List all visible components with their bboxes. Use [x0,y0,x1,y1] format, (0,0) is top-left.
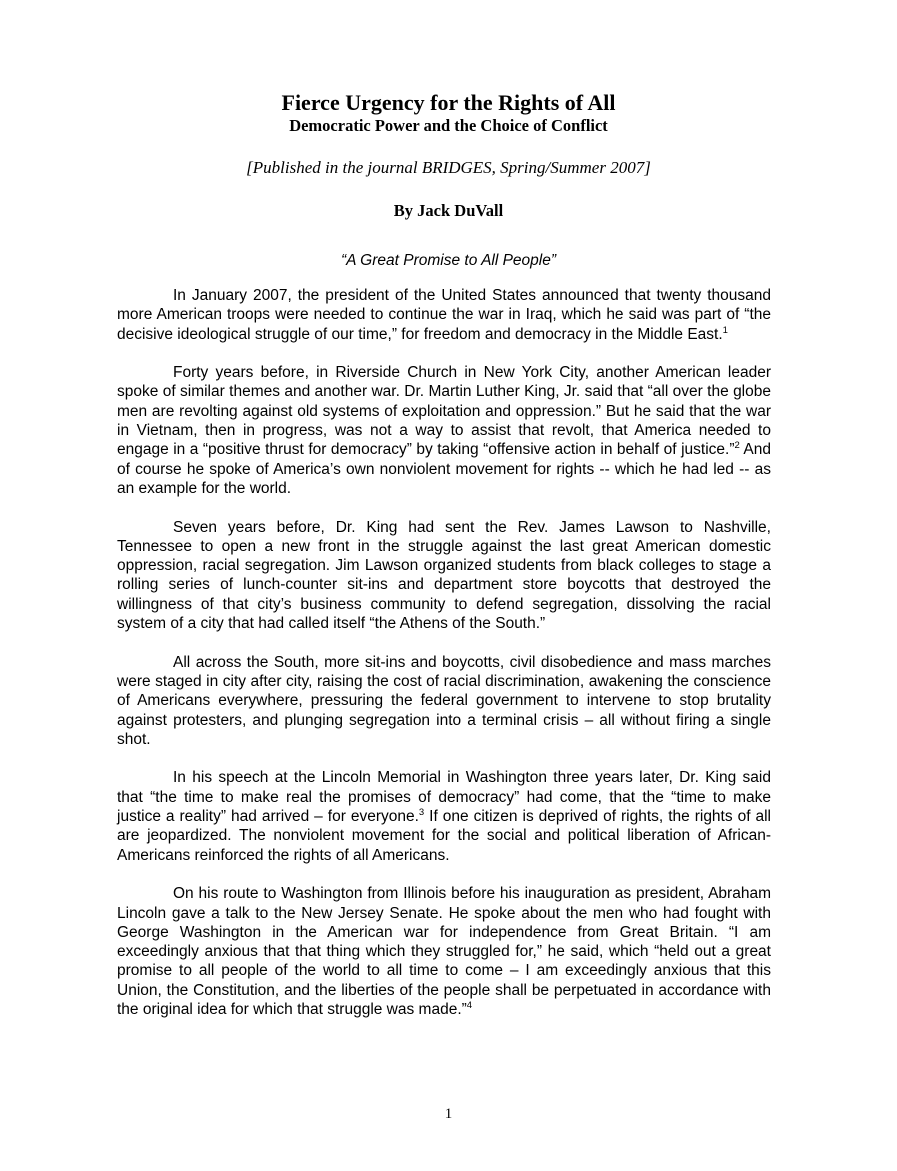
paragraph-text: In January 2007, the president of the United States announced that twenty thousand more American troops were needed to continue the war in Iraq, which he said was part of “the decisive ideological struggle of our time,” for freedom and democracy in the Middle East. [117,287,771,343]
publication-note: [Published in the journal BRIDGES, Spring/Summer 2007] [246,158,651,177]
author-byline: By Jack DuVall [393,201,504,220]
body-paragraph [117,884,771,1019]
paragraph-text: Seven years before, Dr. King had sent the Rev. James Lawson to Nashville, Tennessee to open a new front in the struggle against the last great American domestic oppression, racial segregation. Jim Lawson organized students from black colleges to stage a rolling series of lunch-counter sit-ins and department store boycotts that destroyed the willingness of that city’s business community to defend segregation, dissolving the racial system of a city that had called itself “the Athens of the South.” [117,518,771,633]
page-number: 1 [444,1106,453,1122]
body-paragraph [117,768,771,864]
footnote-marker: 4 [466,999,473,1011]
footnote-marker: 3 [418,806,425,818]
section-title: “A Great Promise to All People” [340,252,557,269]
body-paragraph [117,286,771,344]
body-paragraph [117,653,771,749]
paragraph-text: If one citizen is deprived of rights, the rights of all are jeopardized. The nonviolent movement for the social and political liberation of African-Americans reinforced the rights of all Americans. [117,808,771,864]
document-title: Fierce Urgency for the Rights of All [281,90,616,115]
title-block [0,90,897,136]
body-paragraph [117,518,771,634]
footnote-marker: 2 [734,440,740,452]
paragraph-text: Forty years before, in Riverside Church in New York City, another American leader spoke of similar themes and another war. Dr. Martin Luther King, Jr. said that “all over the globe men are revolting against old systems of exploitation and oppression.” But he said that the war in Vietnam, then in progress, was not a way to assist that revolt, that America needed to engage in a “positive thrust for democracy” by taking “offensive action in behalf of justice.” [117,364,771,459]
body-text [117,286,771,1039]
body-paragraph [117,363,771,498]
paragraph-text: In his speech at the Lincoln Memorial in Washington three years later, Dr. King said that “the time to make real the promises of democracy” had come, that the “time to make justice a reality” had arrived – for everyone. [117,769,771,826]
paragraph-text: And of course he spoke of America’s own nonviolent movement for rights -- which he had led -- as an example for the world. [117,441,771,497]
document-subtitle: Democratic Power and the Choice of Conflict [289,116,608,135]
paragraph-text: All across the South, more sit-ins and boycotts, civil disobedience and mass marches were staged in city after city, raising the cost of racial discrimination, awakening the conscience of Americans everywhere, pressuring the federal government to intervene to stop brutality against protesters, and plunging segregation into a terminal crisis – all without firing a single shot. [117,653,771,748]
footnote-marker: 1 [722,324,728,336]
paragraph-text: On his route to Washington from Illinois before his inauguration as president, Abraham Lincoln gave a talk to the New Jersey Senate. He spoke about the men who had fought with George Washington in the American war for independence from Great Britain. “I am exceedingly anxious that that thing which they struggled for,” he said, which “held out a great promise to all people of the world to all time to come – I am exceedingly anxious that this Union, the Constitution, and the liberties of the people shall be perpetuated in accordance with the original idea for which that struggle was made.” [117,885,771,1018]
